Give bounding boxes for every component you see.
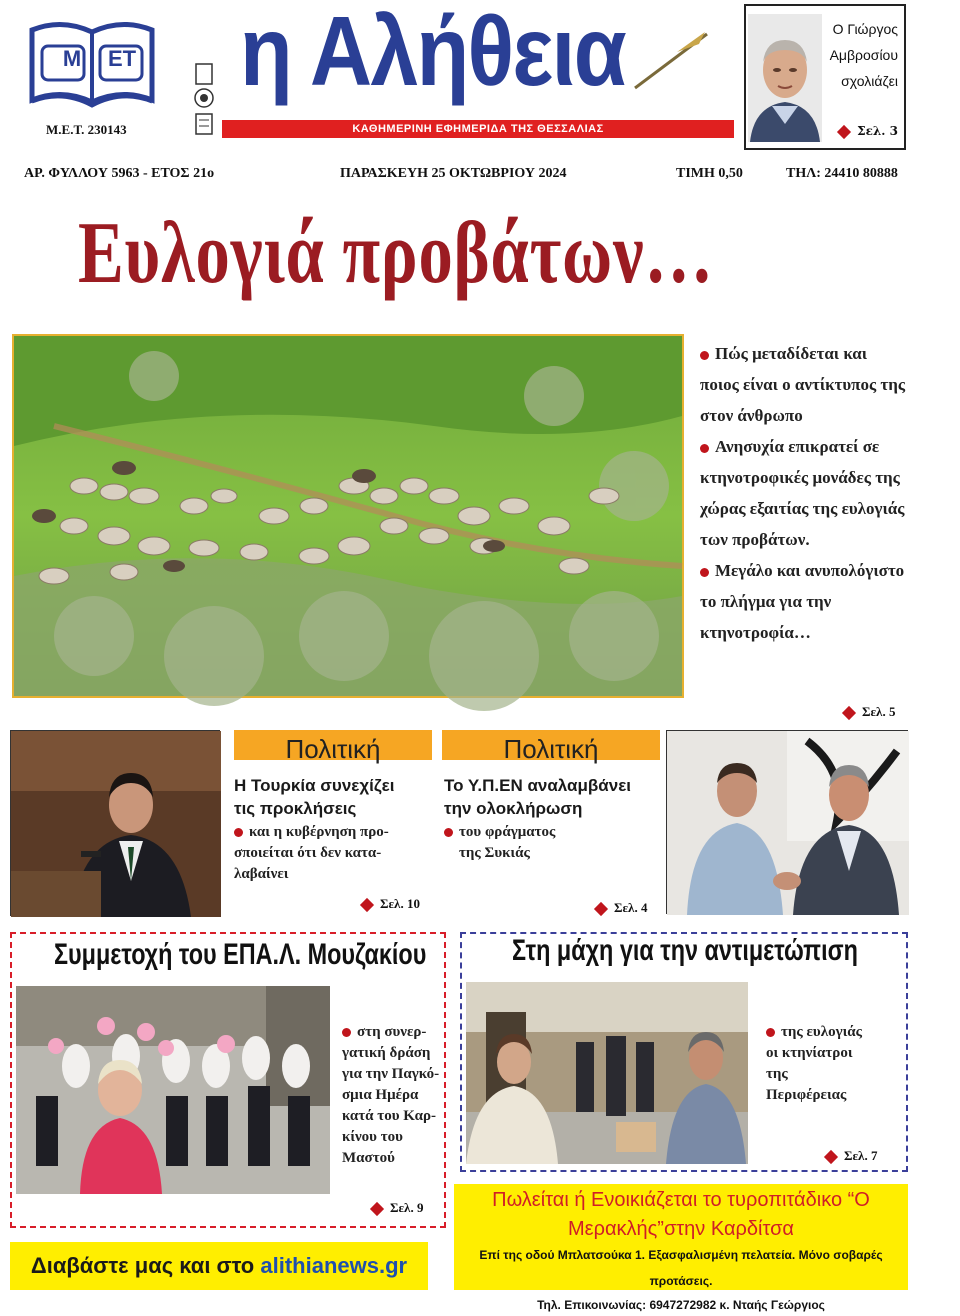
bullet-dot-icon xyxy=(444,828,453,837)
politics-left-body-line-3: λαβαίνει xyxy=(234,866,289,882)
politics-left-page-ref xyxy=(362,896,420,912)
website-link[interactable]: alithianews.gr xyxy=(260,1253,408,1278)
vets-story-page-ref xyxy=(826,1148,877,1164)
phone-number: ΤΗΛ: 24410 80888 xyxy=(786,166,898,181)
main-bullet-3-text: Μεγάλο και ανυπολόγιστο το πλήγμα για την κτηνοτροφία… xyxy=(700,561,905,642)
vets-body-text-1: της ευλογιάς xyxy=(781,1024,862,1040)
school-body-line-6: κίνου του xyxy=(342,1129,403,1145)
vets-story-page-ref-text: Σελ. 7 xyxy=(844,1148,878,1163)
met-logo-right-letters: ΕΤ xyxy=(107,46,137,71)
met-code: Μ.Ε.Τ. 230143 xyxy=(46,122,127,137)
newspaper-subtitle: ΚΑΘΗΜΕΡΙΝΗ ΕΦΗΜΕΡΙΔΑ ΤΗΣ ΘΕΣΣΑΛΙΑΣ xyxy=(222,120,734,138)
school-body-text-1: στη συνερ- xyxy=(357,1024,427,1040)
parliament-speaker-photo[interactable] xyxy=(10,730,220,916)
politics-left-heading-line-2: τις προκλήσεις xyxy=(234,799,357,818)
diamond-icon xyxy=(360,898,374,912)
main-story-page-ref xyxy=(844,704,895,720)
columnist-line-2: Αμβροσίου xyxy=(829,47,898,63)
school-story-page-ref xyxy=(372,1200,423,1216)
met-logo-left-letter: Μ xyxy=(62,46,82,71)
politics-right-heading-line-2: την ολοκλήρωση xyxy=(444,799,583,818)
school-story-page-ref-text: Σελ. 9 xyxy=(390,1200,424,1215)
website-banner-prefix: Διαβάστε μας και στο xyxy=(30,1253,255,1278)
school-body-line-7: Μαστού xyxy=(342,1150,395,1166)
issue-date: ΠΑΡΑΣΚΕΥΗ 25 ΟΚΤΩΒΡΙΟΥ 2024 xyxy=(340,166,567,181)
politics-left-body-line-1 xyxy=(234,822,432,843)
classified-ad[interactable] xyxy=(454,1184,908,1312)
vets-body-line-4: Περιφέρειας xyxy=(766,1087,847,1103)
columnist-line-3: σχολιάζει xyxy=(841,73,898,89)
diamond-icon xyxy=(842,706,856,720)
politics-right-heading-line-1: Το Υ.Π.ΕΝ αναλαμβάνει xyxy=(444,776,631,795)
section-label-politics-left: Πολιτική xyxy=(234,730,432,760)
main-bullet-2-text: Ανησυχία επικρατεί σε κτηνοτροφικές μονάδες της χώρας εξαιτίας της ευλογιάς των προβάτων. xyxy=(700,437,905,549)
main-headline[interactable]: Ευλογιά προβάτων… xyxy=(78,205,714,302)
main-bullet-1 xyxy=(700,338,910,431)
main-story-page-ref-text: Σελ. 5 xyxy=(862,704,896,719)
newspaper-title: η Αλήθεια xyxy=(240,0,626,106)
school-body-line-3: για την Παγκό- xyxy=(342,1066,440,1082)
section-label-politics-right: Πολιτική xyxy=(442,730,660,760)
bullet-dot-icon xyxy=(342,1028,351,1037)
vets-story-title[interactable]: Στη μάχη για την αντιμετώπιση xyxy=(512,934,858,967)
school-body-line-2: γατική δράση xyxy=(342,1045,431,1061)
ad-title-line-1: Πωλείται ή Ενοικιάζεται το τυροπιτάδικο “Ο xyxy=(492,1189,870,1211)
issue-price: ΤΙΜΗ 0,50 xyxy=(676,166,743,181)
diamond-icon xyxy=(370,1202,384,1216)
bullet-dot-icon xyxy=(234,828,243,837)
diamond-icon xyxy=(594,902,608,916)
politics-right-page-ref xyxy=(596,900,647,916)
politics-left-body-line-2: σποιείται ότι δεν κατα- xyxy=(234,845,382,861)
politics-left-body-text-1: και η κυβέρνηση προ- xyxy=(249,824,389,840)
politics-right-body-line-1 xyxy=(444,822,662,843)
ad-title-line-2: Μερακλής”στην Καρδίτσα xyxy=(568,1218,794,1240)
bullet-dot-icon xyxy=(700,444,709,453)
bullet-dot-icon xyxy=(700,351,709,360)
columnist-box[interactable] xyxy=(744,4,906,150)
vets-body-line-2: οι κτηνίατροι xyxy=(766,1045,853,1061)
school-body-line-1 xyxy=(342,1022,442,1043)
columnist-photo xyxy=(748,14,822,142)
columnist-line-1: Ο Γιώργος xyxy=(832,21,898,37)
main-bullet-1-text: Πώς μεταδίδεται και ποιος είναι ο αντίκτυπος της στον άνθρωπο xyxy=(700,344,906,425)
met-logo xyxy=(22,10,162,114)
website-banner[interactable] xyxy=(10,1242,428,1290)
politics-right-body-line-2: της Συκιάς xyxy=(459,845,530,861)
school-body-line-4: σμια Ημέρα xyxy=(342,1087,419,1103)
vets-body-line-1 xyxy=(766,1022,896,1043)
vets-story-body xyxy=(766,1022,896,1106)
school-story-title[interactable]: Συμμετοχή του ΕΠΑ.Λ. Μουζακίου xyxy=(54,938,427,971)
ad-details: Επί της οδού Μπλατσούκα 1. Εξασφαλισμένη πελατεία. Μόνο σοβαρές προτάσεις. xyxy=(479,1248,883,1288)
politics-left-heading-line-1: Η Τουρκία συνεχίζει xyxy=(234,776,395,795)
diamond-icon xyxy=(824,1150,838,1164)
issue-number: ΑΡ. ΦΥΛΛΟΥ 5963 - ΕΤΟΣ 21ο xyxy=(24,166,215,181)
bullet-dot-icon xyxy=(766,1028,775,1037)
school-body-line-5: κατά του Καρ- xyxy=(342,1108,437,1124)
diamond-icon xyxy=(837,124,851,138)
politics-right-story[interactable] xyxy=(444,774,662,864)
main-bullet-3 xyxy=(700,555,910,648)
bullet-dot-icon xyxy=(700,568,709,577)
quill-pen-icon xyxy=(615,30,715,90)
columnist-page-ref xyxy=(839,124,898,138)
main-story-bullets xyxy=(700,338,910,648)
ad-contact: Τηλ. Επικοινωνίας: 6947272982 κ. Νταής Γεώργιος xyxy=(537,1298,825,1312)
columnist-caption xyxy=(816,16,898,94)
vets-body-line-3: της xyxy=(766,1066,788,1082)
politics-right-body-text-1: του φράγματος xyxy=(459,824,556,840)
columnist-page-ref-text: Σελ. 3 xyxy=(857,124,898,138)
school-story-body xyxy=(342,1022,442,1169)
sheep-photo[interactable] xyxy=(12,334,684,698)
certification-seals xyxy=(193,64,215,136)
handshake-photo[interactable] xyxy=(666,730,908,914)
politics-left-story[interactable] xyxy=(234,774,432,885)
main-bullet-2 xyxy=(700,431,910,555)
school-march-photo[interactable] xyxy=(16,986,330,1194)
veterinarians-photo[interactable] xyxy=(466,982,748,1164)
politics-left-page-ref-text: Σελ. 10 xyxy=(380,896,420,911)
politics-right-page-ref-text: Σελ. 4 xyxy=(614,900,648,915)
